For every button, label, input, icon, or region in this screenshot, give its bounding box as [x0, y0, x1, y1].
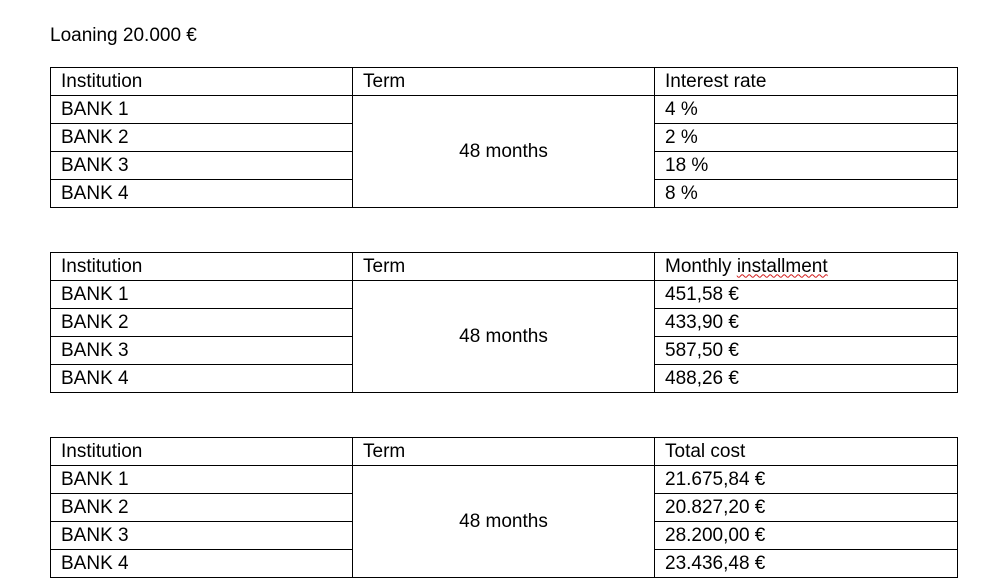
installment-cell: 488,26 € [655, 365, 958, 393]
institution-cell: BANK 1 [51, 281, 353, 309]
term-cell: 48 months [353, 96, 655, 208]
total-cost-cell: 23.436,48 € [655, 550, 958, 578]
institution-cell: BANK 3 [51, 337, 353, 365]
interest-rate-cell: 4 % [655, 96, 958, 124]
installment-cell: 433,90 € [655, 309, 958, 337]
header-monthly-word: Monthly [665, 255, 732, 277]
institution-cell: BANK 2 [51, 124, 353, 152]
interest-rate-cell: 8 % [655, 180, 958, 208]
interest-rate-cell: 2 % [655, 124, 958, 152]
interest-rate-table [50, 67, 958, 208]
header-institution: Institution [51, 68, 353, 96]
total-cost-cell: 21.675,84 € [655, 466, 958, 494]
table-row [51, 96, 958, 124]
header-interest-rate: Interest rate [655, 68, 958, 96]
institution-cell: BANK 1 [51, 96, 353, 124]
table-row [51, 466, 958, 494]
table-header-row [51, 253, 958, 281]
term-cell: 48 months [353, 466, 655, 578]
term-cell: 48 months [353, 281, 655, 393]
header-institution: Institution [51, 253, 353, 281]
institution-cell: BANK 2 [51, 494, 353, 522]
table-header-row [51, 68, 958, 96]
monthly-installment-table [50, 252, 958, 393]
table-header-row [51, 438, 958, 466]
document-heading: Loaning 20.000 € [50, 25, 197, 46]
header-term: Term [353, 253, 655, 281]
institution-cell: BANK 1 [51, 466, 353, 494]
header-term: Term [353, 438, 655, 466]
header-total-cost: Total cost [655, 438, 958, 466]
total-cost-cell: 20.827,20 € [655, 494, 958, 522]
installment-cell: 451,58 € [655, 281, 958, 309]
institution-cell: BANK 2 [51, 309, 353, 337]
header-term: Term [353, 68, 655, 96]
total-cost-table [50, 437, 958, 578]
installment-cell: 587,50 € [655, 337, 958, 365]
institution-cell: BANK 4 [51, 550, 353, 578]
header-monthly-installment [655, 253, 958, 281]
institution-cell: BANK 3 [51, 152, 353, 180]
institution-cell: BANK 3 [51, 522, 353, 550]
table-row [51, 281, 958, 309]
total-cost-cell: 28.200,00 € [655, 522, 958, 550]
interest-rate-cell: 18 % [655, 152, 958, 180]
header-institution: Institution [51, 438, 353, 466]
institution-cell: BANK 4 [51, 365, 353, 393]
institution-cell: BANK 4 [51, 180, 353, 208]
spellcheck-flagged-word[interactable]: installment [736, 255, 828, 277]
